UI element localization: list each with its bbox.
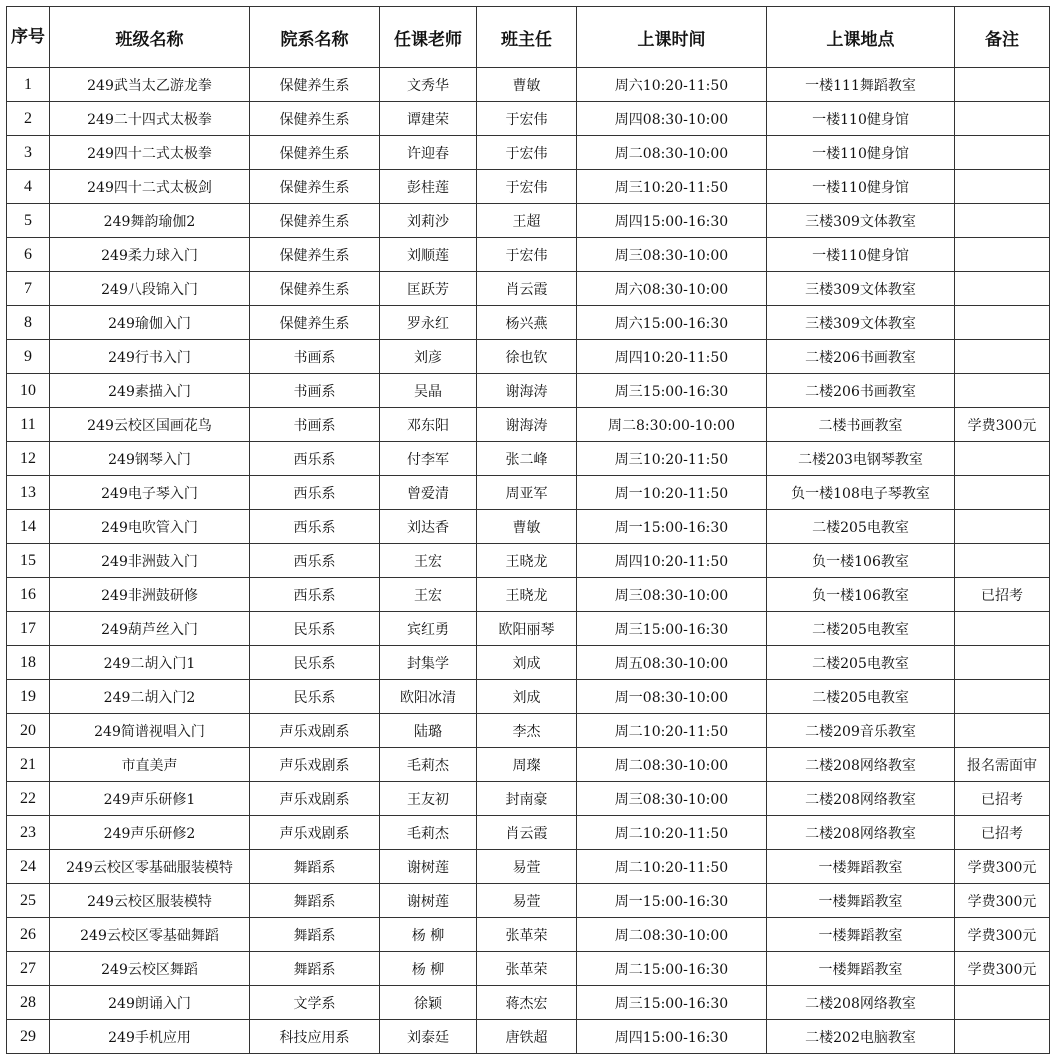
cell-location: 一楼110健身馆 — [767, 102, 955, 136]
cell-class-time: 周二08:30-10:00 — [577, 748, 767, 782]
cell-teacher: 文秀华 — [380, 68, 477, 102]
cell-remarks: 学费300元 — [955, 884, 1050, 918]
cell-class-name: 249舞韵瑜伽2 — [50, 204, 250, 238]
cell-seq: 12 — [7, 442, 50, 476]
cell-class-time: 周四10:20-11:50 — [577, 340, 767, 374]
cell-class-name: 249朗诵入门 — [50, 986, 250, 1020]
cell-class-name: 249武当太乙游龙拳 — [50, 68, 250, 102]
cell-department: 书画系 — [250, 408, 380, 442]
cell-teacher: 彭桂莲 — [380, 170, 477, 204]
cell-class-time: 周四10:20-11:50 — [577, 544, 767, 578]
cell-location: 负一楼108电子琴教室 — [767, 476, 955, 510]
cell-teacher: 邓东阳 — [380, 408, 477, 442]
cell-class-name: 249四十二式太极剑 — [50, 170, 250, 204]
cell-remarks — [955, 714, 1050, 748]
cell-department: 舞蹈系 — [250, 884, 380, 918]
table-row — [7, 408, 1050, 442]
cell-location: 负一楼106教室 — [767, 578, 955, 612]
cell-class-name: 249行书入门 — [50, 340, 250, 374]
cell-location: 二楼205电教室 — [767, 680, 955, 714]
cell-location: 一楼110健身馆 — [767, 136, 955, 170]
cell-head-teacher: 王超 — [477, 204, 577, 238]
cell-seq: 25 — [7, 884, 50, 918]
cell-department: 舞蹈系 — [250, 850, 380, 884]
header-class-time: 上课时间 — [577, 7, 767, 68]
cell-seq: 19 — [7, 680, 50, 714]
cell-seq: 28 — [7, 986, 50, 1020]
cell-location: 二楼208网络教室 — [767, 748, 955, 782]
cell-seq: 5 — [7, 204, 50, 238]
cell-department: 保健养生系 — [250, 68, 380, 102]
cell-class-time: 周三10:20-11:50 — [577, 442, 767, 476]
cell-remarks — [955, 476, 1050, 510]
cell-class-name: 249八段锦入门 — [50, 272, 250, 306]
table-row — [7, 442, 1050, 476]
cell-head-teacher: 徐也钦 — [477, 340, 577, 374]
cell-class-name: 249云校区服装模特 — [50, 884, 250, 918]
cell-head-teacher: 刘成 — [477, 680, 577, 714]
cell-seq: 29 — [7, 1020, 50, 1054]
cell-location: 二楼205电教室 — [767, 612, 955, 646]
cell-seq: 23 — [7, 816, 50, 850]
cell-remarks — [955, 136, 1050, 170]
cell-teacher: 刘彦 — [380, 340, 477, 374]
cell-seq: 18 — [7, 646, 50, 680]
cell-seq: 13 — [7, 476, 50, 510]
header-department: 院系名称 — [250, 7, 380, 68]
cell-department: 声乐戏剧系 — [250, 714, 380, 748]
table-header — [7, 7, 1050, 68]
cell-department: 科技应用系 — [250, 1020, 380, 1054]
cell-teacher: 封集学 — [380, 646, 477, 680]
cell-remarks — [955, 204, 1050, 238]
cell-seq: 16 — [7, 578, 50, 612]
table-row — [7, 646, 1050, 680]
cell-remarks — [955, 374, 1050, 408]
cell-class-name: 249非洲鼓入门 — [50, 544, 250, 578]
table-row — [7, 476, 1050, 510]
cell-seq: 27 — [7, 952, 50, 986]
cell-head-teacher: 谢海涛 — [477, 408, 577, 442]
cell-head-teacher: 易萱 — [477, 884, 577, 918]
cell-remarks: 已招考 — [955, 782, 1050, 816]
cell-seq: 1 — [7, 68, 50, 102]
cell-head-teacher: 周璨 — [477, 748, 577, 782]
cell-location: 二楼206书画教室 — [767, 340, 955, 374]
table-row — [7, 884, 1050, 918]
cell-class-time: 周一15:00-16:30 — [577, 884, 767, 918]
course-schedule-table — [6, 6, 1050, 1054]
cell-teacher: 陆璐 — [380, 714, 477, 748]
cell-department: 民乐系 — [250, 646, 380, 680]
cell-remarks: 学费300元 — [955, 952, 1050, 986]
cell-remarks — [955, 306, 1050, 340]
cell-head-teacher: 易萱 — [477, 850, 577, 884]
cell-class-name: 249声乐研修1 — [50, 782, 250, 816]
cell-head-teacher: 杨兴燕 — [477, 306, 577, 340]
cell-teacher: 谢树莲 — [380, 884, 477, 918]
cell-class-time: 周二10:20-11:50 — [577, 850, 767, 884]
cell-location: 二楼208网络教室 — [767, 986, 955, 1020]
cell-teacher: 匡跃芳 — [380, 272, 477, 306]
table-row — [7, 68, 1050, 102]
cell-class-time: 周二10:20-11:50 — [577, 816, 767, 850]
cell-class-time: 周二15:00-16:30 — [577, 952, 767, 986]
cell-class-name: 249电吹管入门 — [50, 510, 250, 544]
cell-teacher: 刘泰廷 — [380, 1020, 477, 1054]
cell-department: 西乐系 — [250, 476, 380, 510]
table-row — [7, 306, 1050, 340]
cell-class-time: 周三15:00-16:30 — [577, 612, 767, 646]
table-row — [7, 204, 1050, 238]
cell-class-time: 周一08:30-10:00 — [577, 680, 767, 714]
table-row — [7, 782, 1050, 816]
cell-department: 保健养生系 — [250, 306, 380, 340]
header-row — [7, 7, 1050, 68]
cell-department: 保健养生系 — [250, 102, 380, 136]
cell-department: 保健养生系 — [250, 204, 380, 238]
cell-head-teacher: 李杰 — [477, 714, 577, 748]
cell-department: 西乐系 — [250, 578, 380, 612]
cell-location: 一楼舞蹈教室 — [767, 884, 955, 918]
cell-teacher: 毛莉杰 — [380, 816, 477, 850]
cell-department: 保健养生系 — [250, 136, 380, 170]
cell-location: 一楼110健身馆 — [767, 170, 955, 204]
cell-location: 一楼110健身馆 — [767, 238, 955, 272]
cell-remarks — [955, 170, 1050, 204]
cell-seq: 24 — [7, 850, 50, 884]
cell-remarks — [955, 272, 1050, 306]
cell-location: 二楼202电脑教室 — [767, 1020, 955, 1054]
cell-department: 文学系 — [250, 986, 380, 1020]
cell-head-teacher: 封南豪 — [477, 782, 577, 816]
cell-seq: 22 — [7, 782, 50, 816]
cell-class-name: 249手机应用 — [50, 1020, 250, 1054]
cell-teacher: 许迎春 — [380, 136, 477, 170]
cell-remarks — [955, 340, 1050, 374]
cell-head-teacher: 王晓龙 — [477, 578, 577, 612]
cell-teacher: 徐颖 — [380, 986, 477, 1020]
cell-remarks: 已招考 — [955, 578, 1050, 612]
cell-department: 保健养生系 — [250, 272, 380, 306]
cell-remarks — [955, 646, 1050, 680]
cell-seq: 2 — [7, 102, 50, 136]
cell-remarks — [955, 510, 1050, 544]
cell-head-teacher: 王晓龙 — [477, 544, 577, 578]
cell-seq: 21 — [7, 748, 50, 782]
header-class-name: 班级名称 — [50, 7, 250, 68]
cell-remarks — [955, 680, 1050, 714]
cell-department: 声乐戏剧系 — [250, 782, 380, 816]
cell-remarks: 已招考 — [955, 816, 1050, 850]
cell-department: 书画系 — [250, 340, 380, 374]
cell-class-name: 249电子琴入门 — [50, 476, 250, 510]
cell-head-teacher: 蒋杰宏 — [477, 986, 577, 1020]
cell-head-teacher: 于宏伟 — [477, 238, 577, 272]
cell-seq: 14 — [7, 510, 50, 544]
cell-location: 三楼309文体教室 — [767, 272, 955, 306]
cell-class-name: 249素描入门 — [50, 374, 250, 408]
cell-location: 一楼舞蹈教室 — [767, 918, 955, 952]
table-row — [7, 612, 1050, 646]
cell-seq: 8 — [7, 306, 50, 340]
cell-class-time: 周六10:20-11:50 — [577, 68, 767, 102]
cell-location: 一楼111舞蹈教室 — [767, 68, 955, 102]
cell-teacher: 曾爱清 — [380, 476, 477, 510]
cell-seq: 11 — [7, 408, 50, 442]
cell-remarks — [955, 612, 1050, 646]
cell-seq: 9 — [7, 340, 50, 374]
cell-head-teacher: 肖云霞 — [477, 816, 577, 850]
cell-department: 保健养生系 — [250, 238, 380, 272]
cell-class-name: 249钢琴入门 — [50, 442, 250, 476]
cell-department: 民乐系 — [250, 612, 380, 646]
cell-head-teacher: 曹敏 — [477, 510, 577, 544]
cell-head-teacher: 唐铁超 — [477, 1020, 577, 1054]
cell-remarks — [955, 986, 1050, 1020]
cell-head-teacher: 曹敏 — [477, 68, 577, 102]
table-row — [7, 850, 1050, 884]
cell-location: 二楼208网络教室 — [767, 816, 955, 850]
table-row — [7, 272, 1050, 306]
cell-remarks: 学费300元 — [955, 918, 1050, 952]
cell-location: 一楼舞蹈教室 — [767, 952, 955, 986]
cell-class-name: 249非洲鼓研修 — [50, 578, 250, 612]
cell-location: 二楼208网络教室 — [767, 782, 955, 816]
cell-location: 二楼书画教室 — [767, 408, 955, 442]
cell-class-name: 249柔力球入门 — [50, 238, 250, 272]
header-head-teacher: 班主任 — [477, 7, 577, 68]
header-location: 上课地点 — [767, 7, 955, 68]
cell-remarks: 报名需面审 — [955, 748, 1050, 782]
cell-head-teacher: 张二峰 — [477, 442, 577, 476]
table-row — [7, 714, 1050, 748]
cell-seq: 20 — [7, 714, 50, 748]
cell-seq: 3 — [7, 136, 50, 170]
cell-class-time: 周二08:30-10:00 — [577, 918, 767, 952]
table-row — [7, 170, 1050, 204]
cell-class-time: 周二10:20-11:50 — [577, 714, 767, 748]
cell-head-teacher: 谢海涛 — [477, 374, 577, 408]
cell-class-time: 周三08:30-10:00 — [577, 782, 767, 816]
cell-remarks: 学费300元 — [955, 850, 1050, 884]
cell-class-time: 周四15:00-16:30 — [577, 204, 767, 238]
cell-location: 二楼203电钢琴教室 — [767, 442, 955, 476]
cell-remarks — [955, 102, 1050, 136]
cell-remarks — [955, 238, 1050, 272]
cell-remarks — [955, 68, 1050, 102]
cell-teacher: 王友初 — [380, 782, 477, 816]
cell-teacher: 罗永红 — [380, 306, 477, 340]
cell-seq: 7 — [7, 272, 50, 306]
cell-class-name: 249云校区零基础服装模特 — [50, 850, 250, 884]
cell-teacher: 刘达香 — [380, 510, 477, 544]
cell-teacher: 付李军 — [380, 442, 477, 476]
cell-remarks: 学费300元 — [955, 408, 1050, 442]
cell-seq: 10 — [7, 374, 50, 408]
cell-head-teacher: 周亚军 — [477, 476, 577, 510]
cell-seq: 15 — [7, 544, 50, 578]
cell-class-time: 周三15:00-16:30 — [577, 986, 767, 1020]
cell-teacher: 毛莉杰 — [380, 748, 477, 782]
cell-department: 声乐戏剧系 — [250, 748, 380, 782]
table-row — [7, 816, 1050, 850]
header-seq: 序号 — [7, 7, 50, 68]
table-row — [7, 986, 1050, 1020]
cell-class-time: 周二8:30:00-10:00 — [577, 408, 767, 442]
cell-class-name: 249云校区零基础舞蹈 — [50, 918, 250, 952]
cell-location: 三楼309文体教室 — [767, 306, 955, 340]
cell-class-name: 249葫芦丝入门 — [50, 612, 250, 646]
cell-head-teacher: 于宏伟 — [477, 102, 577, 136]
cell-class-name: 249二十四式太极拳 — [50, 102, 250, 136]
table-row — [7, 340, 1050, 374]
table-row — [7, 680, 1050, 714]
cell-head-teacher: 欧阳丽琴 — [477, 612, 577, 646]
table-row — [7, 544, 1050, 578]
cell-class-name: 249简谱视唱入门 — [50, 714, 250, 748]
cell-class-time: 周一10:20-11:50 — [577, 476, 767, 510]
cell-location: 三楼309文体教室 — [767, 204, 955, 238]
table-row — [7, 748, 1050, 782]
cell-teacher: 欧阳冰清 — [380, 680, 477, 714]
cell-department: 民乐系 — [250, 680, 380, 714]
cell-teacher: 刘莉沙 — [380, 204, 477, 238]
cell-teacher: 杨 柳 — [380, 918, 477, 952]
cell-teacher: 王宏 — [380, 544, 477, 578]
cell-location: 二楼205电教室 — [767, 510, 955, 544]
table-row — [7, 578, 1050, 612]
cell-class-time: 周三10:20-11:50 — [577, 170, 767, 204]
cell-class-time: 周一15:00-16:30 — [577, 510, 767, 544]
cell-department: 西乐系 — [250, 544, 380, 578]
cell-seq: 6 — [7, 238, 50, 272]
cell-location: 二楼205电教室 — [767, 646, 955, 680]
cell-class-name: 市直美声 — [50, 748, 250, 782]
cell-class-name: 249四十二式太极拳 — [50, 136, 250, 170]
cell-seq: 4 — [7, 170, 50, 204]
cell-class-name: 249云校区舞蹈 — [50, 952, 250, 986]
cell-teacher: 王宏 — [380, 578, 477, 612]
cell-teacher: 杨 柳 — [380, 952, 477, 986]
cell-location: 二楼209音乐教室 — [767, 714, 955, 748]
cell-department: 西乐系 — [250, 442, 380, 476]
cell-class-time: 周二08:30-10:00 — [577, 136, 767, 170]
cell-class-time: 周三08:30-10:00 — [577, 238, 767, 272]
cell-remarks — [955, 544, 1050, 578]
cell-remarks — [955, 442, 1050, 476]
cell-head-teacher: 于宏伟 — [477, 136, 577, 170]
cell-head-teacher: 刘成 — [477, 646, 577, 680]
cell-location: 二楼206书画教室 — [767, 374, 955, 408]
table-row — [7, 102, 1050, 136]
cell-department: 舞蹈系 — [250, 952, 380, 986]
cell-remarks — [955, 1020, 1050, 1054]
cell-teacher: 吴晶 — [380, 374, 477, 408]
cell-department: 西乐系 — [250, 510, 380, 544]
cell-department: 舞蹈系 — [250, 918, 380, 952]
cell-location: 负一楼106教室 — [767, 544, 955, 578]
cell-seq: 17 — [7, 612, 50, 646]
table-row — [7, 918, 1050, 952]
table-row — [7, 136, 1050, 170]
table-row — [7, 952, 1050, 986]
cell-class-name: 249二胡入门1 — [50, 646, 250, 680]
cell-head-teacher: 张革荣 — [477, 952, 577, 986]
cell-class-time: 周四15:00-16:30 — [577, 1020, 767, 1054]
header-remarks: 备注 — [955, 7, 1050, 68]
cell-class-name: 249二胡入门2 — [50, 680, 250, 714]
cell-head-teacher: 肖云霞 — [477, 272, 577, 306]
table-row — [7, 1020, 1050, 1054]
cell-department: 保健养生系 — [250, 170, 380, 204]
cell-teacher: 宾红勇 — [380, 612, 477, 646]
cell-class-time: 周六08:30-10:00 — [577, 272, 767, 306]
cell-teacher: 谢树莲 — [380, 850, 477, 884]
table-row — [7, 510, 1050, 544]
cell-teacher: 谭建荣 — [380, 102, 477, 136]
cell-department: 书画系 — [250, 374, 380, 408]
cell-class-name: 249云校区国画花鸟 — [50, 408, 250, 442]
table-body — [7, 68, 1050, 1054]
header-teacher: 任课老师 — [380, 7, 477, 68]
cell-teacher: 刘顺莲 — [380, 238, 477, 272]
cell-class-time: 周四08:30-10:00 — [577, 102, 767, 136]
cell-class-name: 249瑜伽入门 — [50, 306, 250, 340]
cell-head-teacher: 张革荣 — [477, 918, 577, 952]
cell-head-teacher: 于宏伟 — [477, 170, 577, 204]
cell-class-time: 周五08:30-10:00 — [577, 646, 767, 680]
cell-class-time: 周三15:00-16:30 — [577, 374, 767, 408]
cell-seq: 26 — [7, 918, 50, 952]
cell-class-time: 周三08:30-10:00 — [577, 578, 767, 612]
table-row — [7, 374, 1050, 408]
cell-department: 声乐戏剧系 — [250, 816, 380, 850]
cell-class-time: 周六15:00-16:30 — [577, 306, 767, 340]
table-row — [7, 238, 1050, 272]
cell-location: 一楼舞蹈教室 — [767, 850, 955, 884]
cell-class-name: 249声乐研修2 — [50, 816, 250, 850]
